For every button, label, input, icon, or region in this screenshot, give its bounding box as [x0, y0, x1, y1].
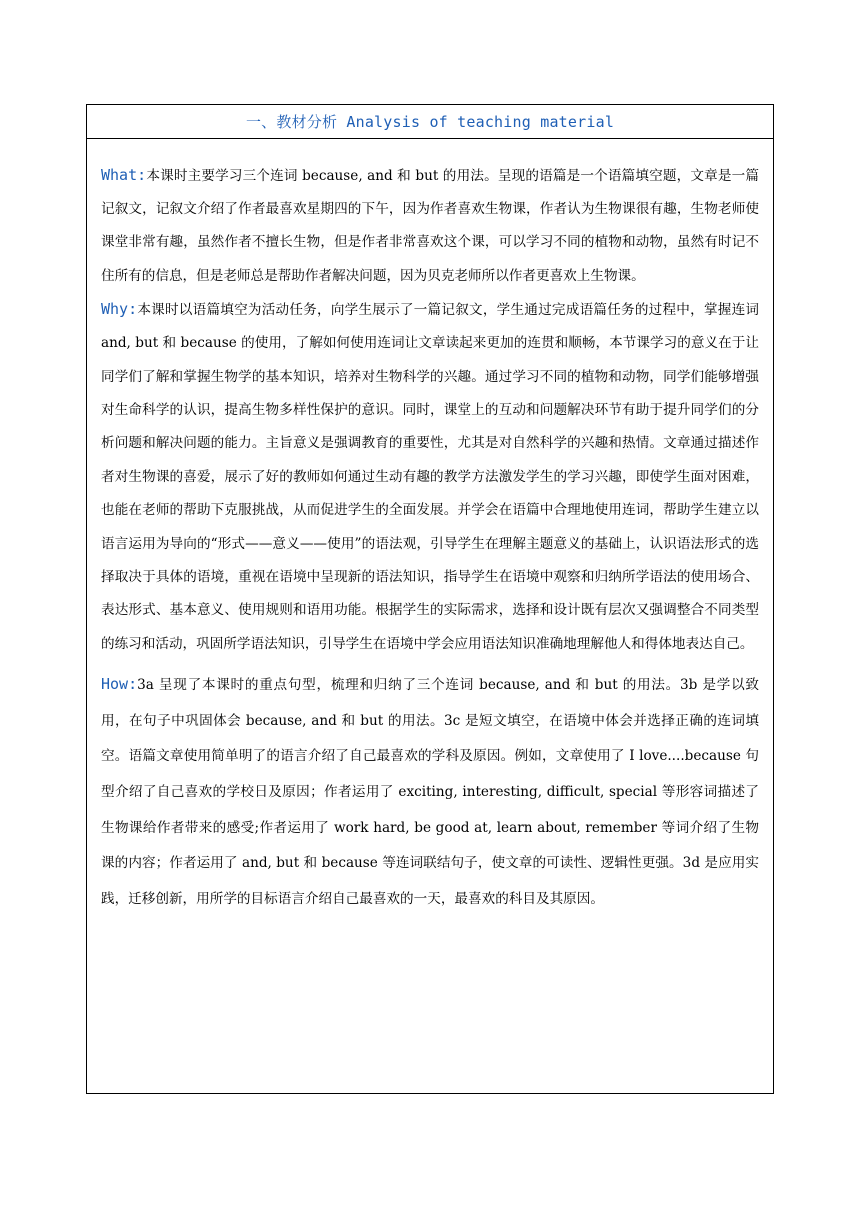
table-header [87, 105, 773, 139]
how-text: 3a 呈现了本课时的重点句型，梳理和归纳了三个连词 because, and 和 but 的用法。3b 是学以致用，在句子中巩固体会 because, and 和 but 的用法。3c 是短文填空，在语境中体会并选择正确的连词填空。语篇文章使用简单明了的语言介绍了自己最喜欢的学科及原因。例如，文章使用了 I love....because 句型介绍了自己喜欢的学校日及原因；作者运用了 exciting, interesting, difficult, special 等形容词描述了生物课给作者带来的感受;作者运用了 work hard, be good at, learn about, remember 等词介绍了生物课的内容；作者运用了 and, but 和 because 等连词联结句子，使文章的可读性、逻辑性更强。3d 是应用实践，迁移创新，用所学的目标语言介绍自己最喜欢的一天，最喜欢的科目及其原因。 [101, 677, 759, 907]
what-label: What: [101, 166, 147, 184]
analysis-table [86, 104, 774, 1094]
section-title: 一、教材分析 Analysis of teaching material [245, 113, 615, 131]
what-paragraph [101, 159, 759, 293]
what-text: 本课时主要学习三个连词 because, and 和 but 的用法。呈现的语篇是一个语篇填空题，文章是一篇记叙文，记叙文介绍了作者最喜欢星期四的下午，因为作者喜欢生物课，作者认为生物课很有趣，生物老师使课堂非常有趣，虽然作者不擅长生物，但是作者非常喜欢这个课，可以学习不同的植物和动物，虽然有时记不住所有的信息，但是老师总是帮助作者解决问题，因为贝克老师所以作者更喜欢上生物课。 [101, 168, 759, 284]
how-paragraph [101, 667, 759, 917]
why-text: 本课时以语篇填空为活动任务，向学生展示了一篇记叙文，学生通过完成语篇任务的过程中，掌握连词 and, but 和 because 的使用，了解如何使用连词让文章读起来更加的连贯和顺畅，本节课学习的意义在于让同学们了解和掌握生物学的基本知识，培养对生物科学的兴趣。通过学习不同的植物和动物，同学们能够增强对生命科学的认识，提高生物多样性保护的意识。同时，课堂上的互动和问题解决环节有助于提升同学们的分析问题和解决问题的能力。主旨意义是强调教育的重要性，尤其是对自然科学的兴趣和热情。文章通过描述作者对生物课的喜爱，展示了好的教师如何通过生动有趣的教学方法激发学生的学习兴趣，即使学生面对困难，也能在老师的帮助下克服挑战，从而促进学生的全面发展。并学会在语篇中合理地使用连词，帮助学生建立以语言运用为导向的“形式——意义——使用”的语法观，引导学生在理解主题意义的基础上，认识语法形式的选择取决于具体的语境，重视在语境中呈现新的语法知识，指导学生在语境中观察和归纳所学语法的使用场合、表达形式、基本意义、使用规则和语用功能。根据学生的实际需求，选择和设计既有层次又强调整合不同类型的练习和活动，巩固所学语法知识，引导学生在语境中学会应用语法知识准确地理解他人和得体地表达自己。 [101, 301, 759, 652]
why-paragraph [101, 293, 759, 661]
how-label: How: [101, 675, 138, 694]
table-body [87, 139, 773, 917]
why-label: Why: [101, 299, 138, 318]
